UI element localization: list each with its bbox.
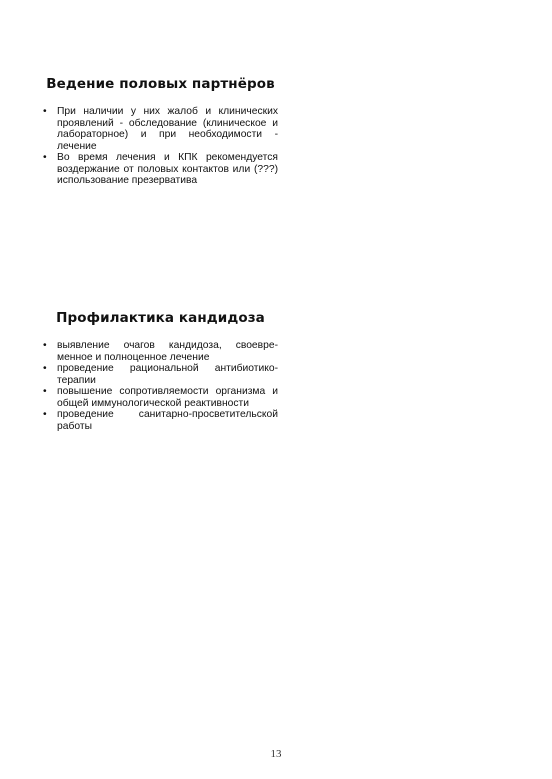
section-title: Ведение половых партнёров bbox=[46, 76, 275, 92]
bullet-icon: • bbox=[43, 152, 47, 163]
bullet-icon: • bbox=[43, 106, 47, 117]
list-item bbox=[43, 409, 278, 432]
bullet-icon: • bbox=[43, 340, 47, 351]
section-partners bbox=[43, 76, 278, 187]
bullet-list bbox=[43, 106, 278, 187]
bullet-list bbox=[43, 340, 278, 432]
list-item-text: повышение сопротивляемости организма и общей иммунологической реактивности bbox=[57, 386, 278, 409]
list-item bbox=[43, 340, 278, 363]
section-title: Профилактика кандидоза bbox=[56, 310, 265, 326]
list-item-text: При наличии у них жалоб и клинических проявлений - обследование (клиническое и лабораторное) и при необходимости - лечение bbox=[57, 106, 278, 152]
list-item bbox=[43, 152, 278, 187]
section-prevention bbox=[43, 310, 278, 432]
list-item bbox=[43, 106, 278, 152]
list-item-text: Во время лечения и КПК рекомендуется воздержание от половых контактов или (???) использование презерватива bbox=[57, 152, 278, 186]
bullet-icon: • bbox=[43, 386, 47, 397]
bullet-icon: • bbox=[43, 363, 47, 374]
list-item bbox=[43, 386, 278, 409]
list-item-text: выявление очагов кандидоза, своевре-менное и полноценное лечение bbox=[57, 340, 278, 363]
list-item bbox=[43, 363, 278, 386]
list-item-text: проведение санитарно-просветительской работы bbox=[57, 409, 278, 432]
page-number: 13 bbox=[270, 748, 282, 760]
bullet-icon: • bbox=[43, 409, 47, 420]
list-item-text: проведение рациональной антибиотико-терапии bbox=[57, 363, 278, 386]
